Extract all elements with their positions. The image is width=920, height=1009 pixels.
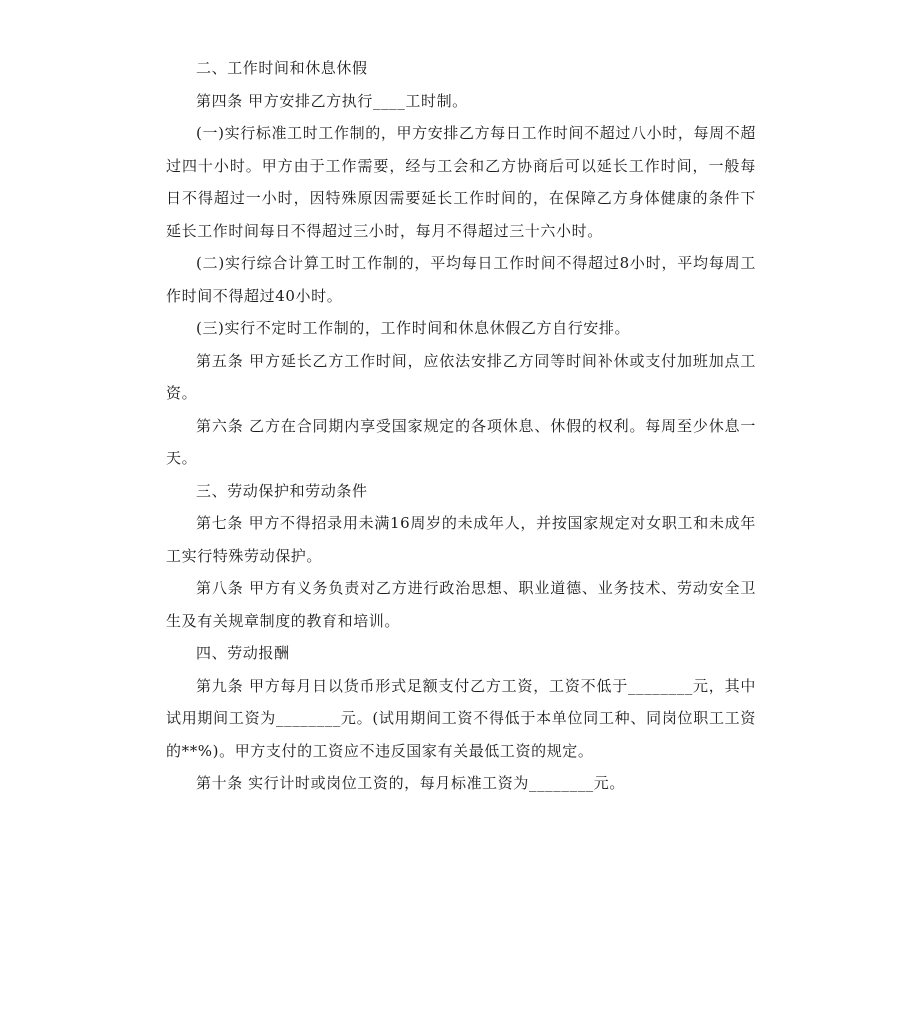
article-4-clause-3: (三)实行不定时工作制的，工作时间和休息休假乙方自行安排。 <box>196 319 631 337</box>
article-7: 第七条 甲方不得招录用未满16周岁的未成年人，并按国家规定对女职工和未成年工实行特殊劳动保护。 <box>166 514 756 565</box>
article-8: 第八条 甲方有义务负责对乙方进行政治思想、职业道德、业务技术、劳动安全卫生及有关规章制度的教育和培训。 <box>166 579 756 630</box>
article-9: 第九条 甲方每月日以货币形式足额支付乙方工资，工资不低于________元，其中试用期间工资为________元。(试用期间工资不得低于本单位同工种、同岗位职工工资的**%)。甲方支付的工资应不违反国家有关最低工资的规定。 <box>166 676 756 760</box>
document-body <box>166 52 756 800</box>
article-4-clause-2: (二)实行综合计算工时工作制的，平均每日工作时间不得超过8小时，平均每周工作时间不得超过40小时。 <box>166 254 756 305</box>
article-6: 第六条 乙方在合同期内享受国家规定的各项休息、休假的权利。每周至少休息一天。 <box>166 416 756 467</box>
article-4-clause-1: (一)实行标准工时工作制的，甲方安排乙方每日工作时间不超过八小时，每周不超过四十小时。甲方由于工作需要，经与工会和乙方协商后可以延长工作时间，一般每日不得超过一小时，因特殊原因需要延长工作时间的，在保障乙方身体健康的条件下延长工作时间每日不得超过三小时，每月不得超过三十六小时。 <box>166 124 756 240</box>
article-4: 第四条 甲方安排乙方执行____工时制。 <box>196 91 468 110</box>
article-5: 第五条 甲方延长乙方工作时间，应依法安排乙方同等时间补休或支付加班加点工资。 <box>166 351 756 402</box>
section-heading-labor-protection: 三、劳动保护和劳动条件 <box>196 481 368 500</box>
section-heading-work-time: 二、工作时间和休息休假 <box>196 59 368 77</box>
article-10: 第十条 实行计时或岗位工资的，每月标准工资为________元。 <box>196 774 625 792</box>
section-heading-remuneration: 四、劳动报酬 <box>196 644 290 662</box>
